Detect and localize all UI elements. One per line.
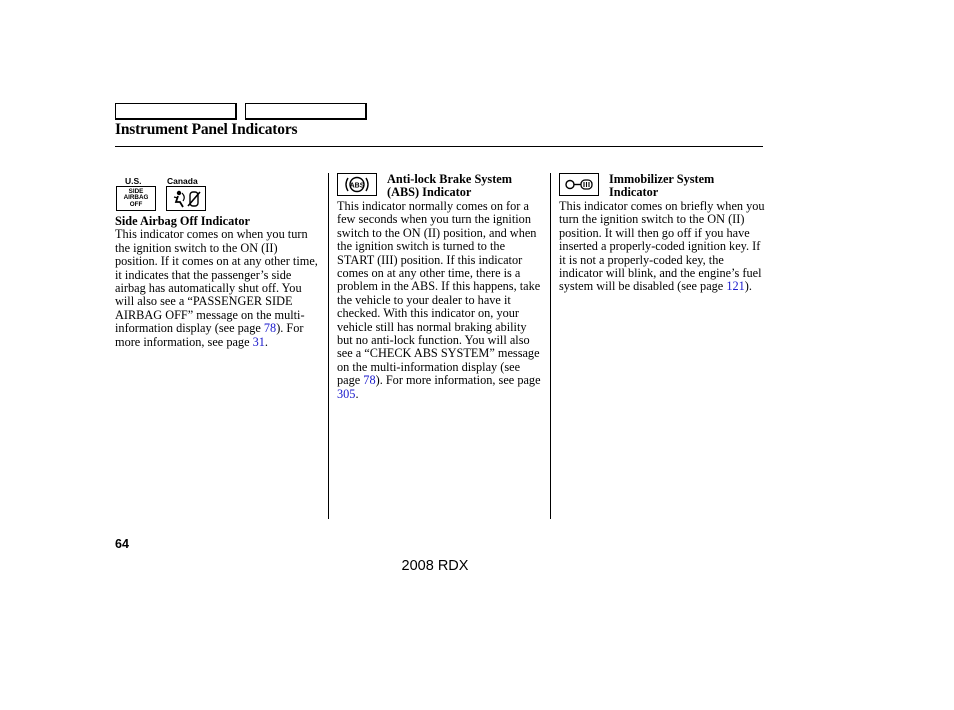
title-rule: [115, 146, 763, 147]
page-link-121[interactable]: 121: [726, 279, 745, 294]
header-tab-left[interactable]: [115, 103, 237, 120]
side-airbag-text-tail: .: [264, 334, 268, 349]
immobilizer-heading-line2: Indicator: [609, 185, 659, 199]
label-canada: Canada: [167, 176, 198, 186]
abs-heading: [387, 173, 547, 199]
region-labels: [115, 173, 320, 186]
page-link-31[interactable]: 31: [252, 334, 265, 349]
page-link-78-abs[interactable]: 78: [363, 373, 376, 388]
abs-heading-line2: (ABS) Indicator: [387, 185, 472, 199]
abs-text-tail: .: [355, 386, 359, 401]
airbag-icon-text-airbag: AIRBAG: [123, 194, 149, 202]
abs-heading-line1: Anti-lock Brake System: [387, 172, 513, 186]
immobilizer-text-tail: ).: [744, 279, 752, 294]
column-divider-1: [328, 173, 329, 519]
page-link-78[interactable]: 78: [263, 321, 277, 336]
side-airbag-text-mid: ). For more information, see page: [115, 321, 304, 349]
side-airbag-text: This indicator comes on when you turn the ignition switch to the ON (II) position. If it comes on at any other time, it indicates that the passenger’s side airbag has automatically shut off. You will also see a “PASSENGER SIDE AIRBAG OFF” message on the multi-information display (see page: [115, 227, 318, 336]
column-immobilizer: [559, 173, 766, 294]
abs-body: [337, 200, 544, 401]
footer-model: 2008 RDX: [401, 558, 469, 574]
immobilizer-heading: [609, 173, 769, 199]
abs-header: [337, 173, 544, 200]
svg-text:ABS: ABS: [349, 182, 365, 190]
header-tab-right[interactable]: [245, 103, 367, 120]
abs-icon: [337, 173, 377, 196]
airbag-icon-text-off: OFF: [129, 200, 143, 208]
airbag-icon-row: [115, 186, 320, 213]
airbag-icon-text-side: SIDE: [128, 188, 144, 196]
column-divider-2: [550, 173, 551, 519]
page-number: 64: [115, 537, 129, 551]
side-airbag-off-us-icon: [116, 186, 156, 211]
side-airbag-off-canada-icon: [166, 186, 206, 211]
abs-text: This indicator normally comes on for a few seconds when you turn the ignition switch to the ON (II) position, and when the ignition switch is turned to the START (III) position. If this indicator comes on at any other time, there is a problem in the ABS. If this happens, take the vehicle to your dealer to have it checked. With this indicator on, your vehicle still has normal braking ability but no anti-lock function. You will also see a “CHECK ABS SYSTEM” message on the multi-information display (see page: [337, 199, 541, 388]
immobilizer-body: [559, 200, 766, 294]
column-abs: [337, 173, 544, 401]
abs-text-mid: ). For more information, see page: [375, 373, 541, 388]
page-link-305[interactable]: 305: [337, 386, 356, 401]
side-airbag-heading: Side Airbag Off Indicator: [115, 214, 250, 228]
immobilizer-header: [559, 173, 766, 200]
immobilizer-heading-line1: Immobilizer System: [609, 172, 715, 186]
side-airbag-body: [115, 228, 320, 349]
label-us: U.S.: [125, 176, 142, 186]
page-title: Instrument Panel Indicators: [115, 121, 298, 138]
immobilizer-key-icon: [559, 173, 599, 196]
column-side-airbag: [115, 173, 320, 349]
immobilizer-text: This indicator comes on briefly when you turn the ignition switch to the ON (II) position. It will then go off if you have inserted a properly-coded ignition key. If it is not a properly-coded key, the indicator will blink, and the engine’s fuel system will be disabled (see page: [559, 199, 765, 294]
